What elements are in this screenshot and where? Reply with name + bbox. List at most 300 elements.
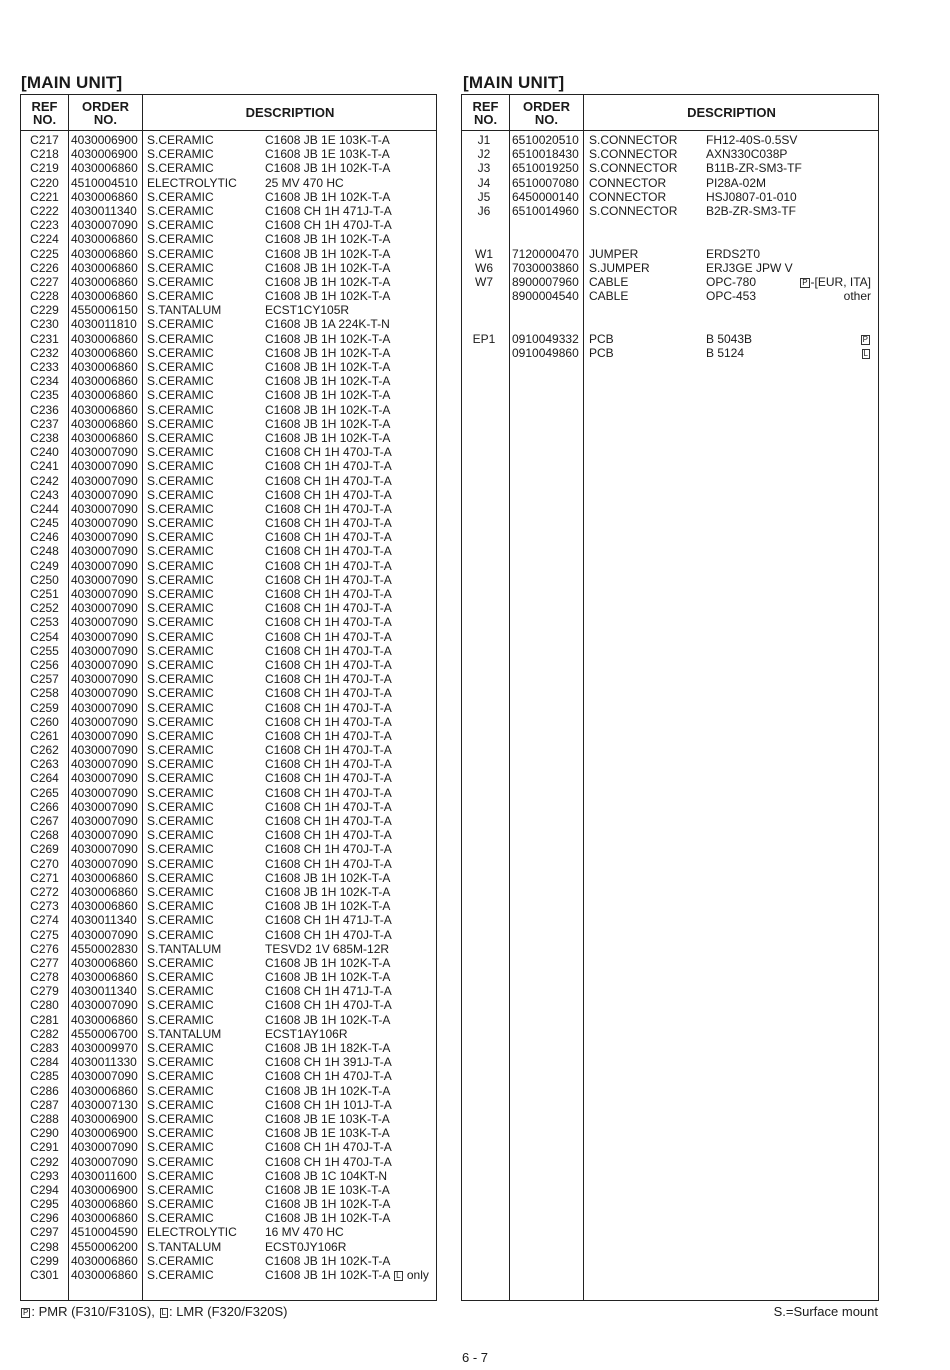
table-row bbox=[21, 474, 436, 488]
part-description bbox=[265, 474, 392, 488]
order-no: 4030006860 bbox=[71, 274, 138, 289]
part-type: S.CERAMIC bbox=[147, 473, 214, 488]
part-type: S.CERAMIC bbox=[147, 970, 214, 985]
ref-no: C282 bbox=[30, 1026, 59, 1041]
order-no: 8900004540 bbox=[512, 289, 579, 304]
order-no: 4030007090 bbox=[71, 771, 138, 786]
table-row bbox=[462, 289, 878, 303]
part-description bbox=[265, 1225, 344, 1239]
part-description bbox=[265, 317, 390, 331]
part-description bbox=[265, 956, 390, 970]
order-no: 4030006900 bbox=[71, 1111, 138, 1126]
part-description bbox=[265, 1240, 346, 1254]
part-number: C1608 CH 1H 470J-T-A bbox=[265, 728, 392, 743]
part-type: S.CERAMIC bbox=[147, 1140, 214, 1155]
order-no: 4030007090 bbox=[71, 601, 138, 616]
ref-no: C274 bbox=[30, 913, 59, 928]
part-number: C1608 JB 1E 103K-T-A bbox=[265, 133, 390, 147]
part-type: S.CERAMIC bbox=[147, 643, 214, 658]
ref-no: C293 bbox=[30, 1168, 59, 1183]
part-type: S.CERAMIC bbox=[147, 516, 214, 531]
table-row bbox=[21, 1027, 436, 1041]
order-no: 0910049860 bbox=[512, 345, 579, 360]
order-no: 4030007090 bbox=[71, 743, 138, 758]
table-row bbox=[21, 871, 436, 885]
part-number: C1608 CH 1H 470J-T-A bbox=[265, 1069, 392, 1084]
ref-no: C238 bbox=[30, 430, 59, 445]
ref-no: C288 bbox=[30, 1111, 59, 1126]
ref-no: C257 bbox=[30, 672, 59, 687]
order-no: 4030011810 bbox=[71, 317, 137, 332]
part-description bbox=[265, 360, 390, 374]
table-row bbox=[462, 161, 878, 175]
part-description bbox=[265, 303, 349, 317]
part-type: S.CERAMIC bbox=[147, 913, 214, 928]
ref-no: C262 bbox=[30, 743, 59, 758]
left-rows bbox=[21, 133, 436, 1282]
order-no: 4030007090 bbox=[71, 714, 138, 729]
table-row bbox=[21, 275, 436, 289]
part-type: S.CONNECTOR bbox=[589, 161, 678, 176]
part-description bbox=[265, 261, 390, 275]
table-row bbox=[21, 403, 436, 417]
table-row bbox=[21, 928, 436, 942]
order-no: 4030011340 bbox=[71, 913, 137, 928]
order-no: 6510014960 bbox=[512, 203, 579, 218]
ref-no: C223 bbox=[30, 218, 59, 233]
ref-no: C255 bbox=[30, 643, 59, 658]
part-type: S.CERAMIC bbox=[147, 856, 214, 871]
part-description bbox=[265, 942, 389, 956]
ref-no: C280 bbox=[30, 998, 59, 1013]
order-no: 6510019250 bbox=[512, 161, 579, 176]
part-number: C1608 JB 1H 102K-T-A bbox=[265, 1012, 391, 1027]
order-no: 4030007090 bbox=[71, 1140, 138, 1155]
lmr-badge-icon: L bbox=[161, 1308, 166, 1317]
order-no: 4030007090 bbox=[71, 1154, 138, 1169]
ref-no: C261 bbox=[30, 728, 59, 743]
part-number: C1608 JB 1E 103K-T-A bbox=[265, 1126, 390, 1141]
order-no: 4030007090 bbox=[71, 558, 138, 573]
ref-no: C295 bbox=[30, 1197, 59, 1212]
part-description bbox=[265, 1197, 390, 1211]
order-no: 0910049332 bbox=[512, 331, 579, 346]
ref-no: C272 bbox=[30, 884, 59, 899]
table-row bbox=[462, 303, 878, 317]
order-no: 4030006860 bbox=[71, 360, 138, 374]
part-description bbox=[265, 1169, 387, 1183]
ref-no: C270 bbox=[30, 856, 59, 871]
part-number: C1608 CH 1H 470J-T-A bbox=[265, 501, 392, 516]
ref-no: C276 bbox=[30, 941, 59, 956]
part-number: C1608 CH 1H 470J-T-A bbox=[265, 459, 392, 474]
table-row bbox=[21, 1013, 436, 1027]
order-no: 4030007090 bbox=[71, 218, 138, 233]
ref-no: J6 bbox=[477, 203, 491, 218]
table-row bbox=[21, 984, 436, 998]
order-no: 7030003860 bbox=[512, 260, 579, 275]
part-type: S.CERAMIC bbox=[147, 388, 214, 403]
part-type: S.CERAMIC bbox=[147, 274, 214, 289]
part-type: S.CERAMIC bbox=[147, 203, 214, 218]
table-row bbox=[21, 374, 436, 388]
ref-no: C244 bbox=[30, 501, 59, 516]
part-description bbox=[265, 672, 392, 686]
part-description bbox=[265, 842, 392, 856]
ref-no: C287 bbox=[30, 1097, 59, 1112]
note-text: other bbox=[843, 289, 871, 304]
part-type: S.CERAMIC bbox=[147, 459, 214, 474]
part-type: S.CERAMIC bbox=[147, 1111, 214, 1126]
table-row bbox=[21, 757, 436, 771]
part-description bbox=[265, 374, 390, 388]
order-no: 4030007090 bbox=[71, 757, 138, 772]
table-row bbox=[21, 502, 436, 516]
part-type: S.CERAMIC bbox=[147, 246, 214, 261]
part-type: S.CERAMIC bbox=[147, 899, 214, 914]
part-description bbox=[265, 658, 392, 672]
ref-no: C229 bbox=[30, 303, 59, 318]
table-row bbox=[21, 587, 436, 601]
part-number: TESVD2 1V 685M-12R bbox=[265, 941, 390, 956]
part-number: ECST1AY106R bbox=[265, 1026, 348, 1041]
table-row bbox=[21, 488, 436, 502]
part-type: S.CERAMIC bbox=[147, 728, 214, 743]
ref-no: C260 bbox=[30, 714, 59, 729]
part-number: C1608 JB 1H 102K-T-A bbox=[265, 1197, 391, 1212]
part-type: S.CERAMIC bbox=[147, 828, 214, 843]
order-no: 4030006860 bbox=[71, 374, 138, 389]
note-text: -[EUR, ITA] bbox=[810, 274, 871, 289]
part-description bbox=[265, 1055, 392, 1069]
part-number: C1608 CH 1H 470J-T-A bbox=[265, 516, 392, 531]
table-row bbox=[21, 1254, 436, 1268]
ref-no: C254 bbox=[30, 629, 59, 644]
order-no: 4030007090 bbox=[71, 672, 138, 687]
part-type: S.CERAMIC bbox=[147, 360, 214, 374]
ref-no: C258 bbox=[30, 686, 59, 701]
ref-no: C237 bbox=[30, 416, 59, 431]
table-row bbox=[21, 771, 436, 785]
part-type: S.CERAMIC bbox=[147, 814, 214, 828]
part-number: ECST1CY105R bbox=[265, 303, 350, 318]
table-row bbox=[462, 275, 878, 289]
part-number: C1608 CH 1H 470J-T-A bbox=[265, 856, 392, 871]
part-number: C1608 CH 1H 471J-T-A bbox=[265, 913, 392, 928]
table-row bbox=[21, 1069, 436, 1083]
table-row bbox=[462, 261, 878, 275]
order-no: 4030007090 bbox=[71, 459, 138, 474]
table-row bbox=[21, 1225, 436, 1239]
ref-no: C267 bbox=[30, 814, 59, 828]
table-row bbox=[21, 1055, 436, 1069]
part-description bbox=[265, 1112, 390, 1126]
part-type: S.CERAMIC bbox=[147, 1126, 214, 1141]
order-no: 4550006150 bbox=[71, 303, 138, 318]
version-note bbox=[861, 346, 871, 360]
order-no: 4030007130 bbox=[71, 1097, 138, 1112]
order-no: 4030006860 bbox=[71, 1012, 138, 1027]
part-type: S.CERAMIC bbox=[147, 501, 214, 516]
table-row bbox=[21, 842, 436, 856]
part-type: S.CERAMIC bbox=[147, 374, 214, 389]
ref-no: C236 bbox=[30, 402, 59, 417]
part-type: S.CERAMIC bbox=[147, 998, 214, 1013]
part-number: C1608 CH 1H 471J-T-A bbox=[265, 984, 392, 999]
part-description bbox=[265, 913, 392, 927]
part-description bbox=[265, 502, 392, 516]
ref-no: C233 bbox=[30, 360, 59, 374]
part-number: C1608 JB 1H 102K-T-A bbox=[265, 232, 391, 247]
part-number: C1608 JB 1H 102K-T-A bbox=[265, 970, 391, 985]
part-description bbox=[265, 630, 392, 644]
order-no: 4030007090 bbox=[71, 785, 138, 800]
ref-no: C294 bbox=[30, 1182, 59, 1197]
part-description bbox=[265, 388, 390, 402]
table-row bbox=[21, 615, 436, 629]
part-number: 25 MV 470 HC bbox=[265, 175, 344, 190]
order-no: 4030007090 bbox=[71, 615, 138, 630]
part-description bbox=[265, 1041, 390, 1055]
table-row bbox=[462, 133, 878, 147]
table-row bbox=[21, 701, 436, 715]
ref-no: J5 bbox=[477, 189, 491, 204]
part-type: S.CERAMIC bbox=[147, 1012, 214, 1027]
part-type: S.CERAMIC bbox=[147, 1154, 214, 1169]
part-type: S.CERAMIC bbox=[147, 799, 214, 814]
part-description bbox=[265, 1069, 392, 1083]
part-description bbox=[265, 885, 390, 899]
table-row bbox=[21, 970, 436, 984]
part-number: C1608 JB 1A 224K-T-N bbox=[265, 317, 390, 332]
part-type: S.TANTALUM bbox=[147, 1239, 222, 1254]
part-description bbox=[265, 417, 390, 431]
part-number: C1608 CH 1H 470J-T-A bbox=[265, 828, 392, 843]
part-description bbox=[265, 530, 392, 544]
part-number: C1608 JB 1H 102K-T-A bbox=[265, 884, 391, 899]
version-note bbox=[799, 275, 871, 289]
part-description bbox=[265, 828, 392, 842]
ref-no: C297 bbox=[30, 1225, 59, 1240]
part-description bbox=[265, 814, 392, 828]
order-no: 4030006860 bbox=[71, 870, 138, 885]
part-type: S.CERAMIC bbox=[147, 984, 214, 999]
table-row bbox=[462, 176, 878, 190]
part-description bbox=[265, 1126, 390, 1140]
ref-no: C234 bbox=[30, 374, 59, 389]
part-description bbox=[265, 1211, 390, 1225]
table-row bbox=[21, 1211, 436, 1225]
ref-no: C243 bbox=[30, 487, 59, 502]
part-description bbox=[265, 218, 392, 232]
table-row bbox=[21, 161, 436, 175]
order-no: 4030007090 bbox=[71, 544, 138, 559]
ref-no: W7 bbox=[475, 274, 493, 289]
part-type: S.CERAMIC bbox=[147, 317, 214, 332]
part-number: C1608 CH 1H 470J-T-A bbox=[265, 487, 392, 502]
part-number: C1608 JB 1H 102K-T-A bbox=[265, 1253, 391, 1268]
part-type: S.CONNECTOR bbox=[589, 133, 678, 147]
ref-no: C231 bbox=[30, 331, 59, 346]
part-type: CABLE bbox=[589, 274, 629, 289]
part-type: S.CERAMIC bbox=[147, 1211, 214, 1226]
table-row bbox=[21, 956, 436, 970]
part-description bbox=[265, 275, 390, 289]
part-number: C1608 JB 1H 102K-T-A bbox=[265, 955, 391, 970]
order-no: 4030007090 bbox=[71, 700, 138, 715]
order-no: 4030006860 bbox=[71, 246, 138, 261]
table-row bbox=[21, 1140, 436, 1154]
part-number: C1608 JB 1H 102K-T-A bbox=[265, 430, 391, 445]
table-row bbox=[21, 885, 436, 899]
part-description bbox=[265, 516, 392, 530]
order-no: 4030007090 bbox=[71, 842, 138, 857]
part-type: CONNECTOR bbox=[589, 189, 667, 204]
ref-no: W1 bbox=[475, 246, 493, 261]
order-no: 4030006860 bbox=[71, 884, 138, 899]
part-number: C1608 CH 1H 470J-T-A bbox=[265, 998, 392, 1013]
table-row bbox=[21, 998, 436, 1012]
part-number: B 5043B bbox=[706, 331, 753, 346]
ref-no: C249 bbox=[30, 558, 59, 573]
table-row bbox=[21, 1240, 436, 1254]
ref-no: C296 bbox=[30, 1211, 59, 1226]
ref-no: C301 bbox=[30, 1268, 59, 1282]
order-no: 4030006860 bbox=[71, 1083, 138, 1098]
part-type: S.CERAMIC bbox=[147, 260, 214, 275]
part-type: S.CERAMIC bbox=[147, 587, 214, 601]
part-description bbox=[265, 970, 390, 984]
part-description bbox=[265, 1098, 392, 1112]
table-row bbox=[21, 814, 436, 828]
order-no: 4550002830 bbox=[71, 941, 138, 956]
table-row bbox=[21, 899, 436, 913]
ref-no: C222 bbox=[30, 203, 59, 218]
table-row bbox=[21, 445, 436, 459]
ref-no: J2 bbox=[477, 147, 491, 162]
table-row bbox=[21, 1084, 436, 1098]
lmr-badge-icon: L bbox=[863, 348, 868, 358]
table-row bbox=[21, 147, 436, 161]
order-no-header: ORDER NO. bbox=[523, 98, 570, 127]
order-no: 4030007090 bbox=[71, 643, 138, 658]
part-number: C1608 CH 1H 470J-T-A bbox=[265, 530, 392, 545]
table-row bbox=[462, 332, 878, 346]
order-no: 4030007090 bbox=[71, 530, 138, 545]
part-type: S.CERAMIC bbox=[147, 884, 214, 899]
table-row bbox=[21, 1041, 436, 1055]
order-no: 6450000140 bbox=[512, 189, 579, 204]
order-no: 4030007090 bbox=[71, 516, 138, 531]
part-number: C1608 JB 1E 103K-T-A bbox=[265, 147, 390, 162]
part-type: JUMPER bbox=[589, 246, 639, 261]
ref-no: C271 bbox=[30, 870, 59, 885]
part-type: S.CONNECTOR bbox=[589, 147, 678, 162]
table-row bbox=[21, 913, 436, 927]
table-row bbox=[462, 317, 878, 331]
table-row bbox=[21, 559, 436, 573]
left-unit-title: [MAIN UNIT] bbox=[21, 73, 123, 92]
order-no: 4550006700 bbox=[71, 1026, 138, 1041]
part-number: C1608 JB 1H 102K-T-A bbox=[265, 274, 391, 289]
order-no: 4030006860 bbox=[71, 1268, 138, 1282]
part-type: S.CERAMIC bbox=[147, 232, 214, 247]
ref-no: C227 bbox=[30, 274, 59, 289]
ref-no: C230 bbox=[30, 317, 59, 332]
part-type: S.CERAMIC bbox=[147, 870, 214, 885]
part-number: C1608 JB 1H 102K-T-A bbox=[265, 246, 391, 261]
part-number: C1608 CH 1H 470J-T-A bbox=[265, 572, 392, 587]
table-row bbox=[462, 232, 878, 246]
part-type: S.CERAMIC bbox=[147, 714, 214, 729]
part-description bbox=[265, 403, 390, 417]
ref-no: C228 bbox=[30, 289, 59, 304]
table-row bbox=[21, 800, 436, 814]
table-row bbox=[21, 1197, 436, 1211]
part-description bbox=[265, 1183, 390, 1197]
order-no: 4510004510 bbox=[71, 175, 138, 190]
order-no: 4030006860 bbox=[71, 345, 138, 360]
table-row bbox=[21, 1155, 436, 1169]
part-number: B2B-ZR-SM3-TF bbox=[706, 203, 796, 218]
order-no: 4030007090 bbox=[71, 629, 138, 644]
table-row bbox=[462, 204, 878, 218]
table-row bbox=[21, 786, 436, 800]
order-no: 4030006860 bbox=[71, 1197, 138, 1212]
part-description bbox=[265, 1268, 429, 1282]
order-no: 4030007090 bbox=[71, 799, 138, 814]
part-description bbox=[265, 190, 390, 204]
ref-no: C248 bbox=[30, 544, 59, 559]
ref-no: C225 bbox=[30, 246, 59, 261]
ref-no: C251 bbox=[30, 587, 59, 601]
part-number: 16 MV 470 HC bbox=[265, 1225, 344, 1240]
order-no: 4030006860 bbox=[71, 430, 138, 445]
part-description bbox=[265, 133, 390, 147]
part-number: C1608 CH 1H 470J-T-A bbox=[265, 544, 392, 559]
order-no: 4030006860 bbox=[71, 189, 138, 204]
order-no: 4030007090 bbox=[71, 927, 138, 942]
order-no: 6510020510 bbox=[512, 133, 579, 147]
part-number: C1608 CH 1H 470J-T-A bbox=[265, 587, 392, 601]
ref-no: C253 bbox=[30, 615, 59, 630]
part-description bbox=[265, 147, 390, 161]
part-description bbox=[265, 743, 392, 757]
order-no: 4510004590 bbox=[71, 1225, 138, 1240]
table-row bbox=[21, 204, 436, 218]
ref-no: C219 bbox=[30, 161, 59, 176]
page-number: 6 - 7 bbox=[461, 1350, 488, 1365]
order-no: 4030006900 bbox=[71, 1182, 138, 1197]
ref-no: C269 bbox=[30, 842, 59, 857]
order-no: 4030007090 bbox=[71, 487, 138, 502]
order-no: 4030006860 bbox=[71, 402, 138, 417]
part-description bbox=[265, 445, 392, 459]
part-description bbox=[265, 715, 392, 729]
table-row bbox=[21, 176, 436, 190]
table-row bbox=[21, 431, 436, 445]
pmr-badge-icon: P bbox=[862, 334, 868, 344]
order-no: 4030006860 bbox=[71, 232, 138, 247]
part-description bbox=[265, 857, 392, 871]
table-row bbox=[21, 303, 436, 317]
part-type: S.CERAMIC bbox=[147, 927, 214, 942]
table-row bbox=[21, 644, 436, 658]
part-number: FH12-40S-0.5SV bbox=[706, 133, 798, 147]
table-row bbox=[21, 942, 436, 956]
order-no: 4030007090 bbox=[71, 856, 138, 871]
right-rows bbox=[462, 133, 878, 360]
